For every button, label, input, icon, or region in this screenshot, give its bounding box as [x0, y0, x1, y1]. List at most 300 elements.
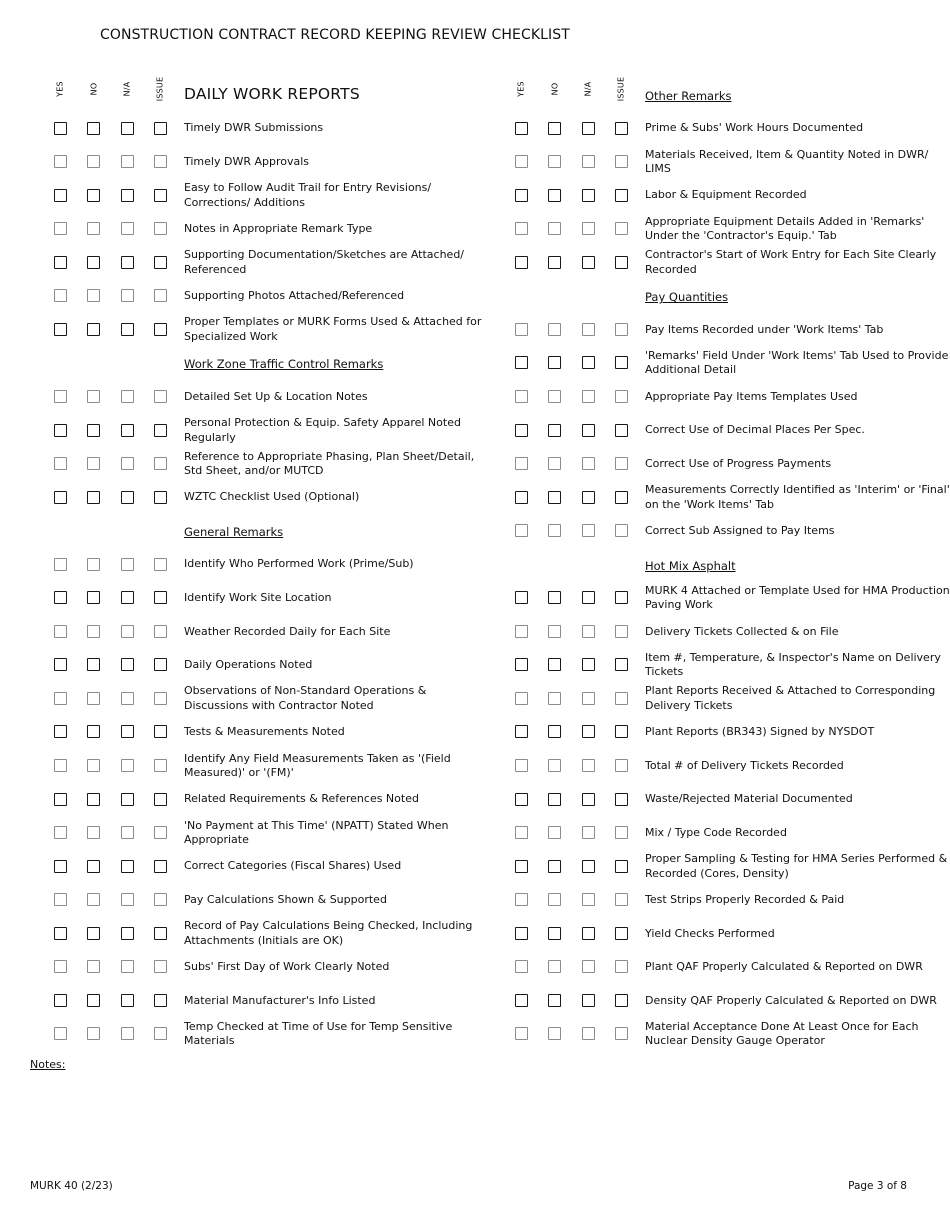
yes-checkbox[interactable]	[515, 491, 528, 504]
na-checkbox[interactable]	[121, 1027, 134, 1040]
na-checkbox[interactable]	[121, 491, 134, 504]
yes-checkbox[interactable]	[515, 122, 528, 135]
yes-checkbox[interactable]	[515, 692, 528, 705]
checklist-item-label: Proper Templates or MURK Forms Used & Attached for Specialized Work	[184, 315, 482, 343]
issue-checkbox[interactable]	[615, 960, 628, 973]
checklist-row	[0, 786, 475, 818]
checklist-row	[475, 651, 950, 683]
na-checkbox[interactable]	[582, 256, 595, 269]
issue-checkbox[interactable]	[615, 491, 628, 504]
na-checkbox[interactable]	[121, 860, 134, 873]
issue-checkbox[interactable]	[615, 591, 628, 604]
na-checkbox[interactable]	[582, 524, 595, 537]
issue-checkbox[interactable]	[615, 1027, 628, 1040]
checklist-item-label: Correct Categories (Fiscal Shares) Used	[184, 859, 402, 873]
yes-checkbox[interactable]	[54, 960, 67, 973]
no-checkbox[interactable]	[87, 457, 100, 470]
na-checkbox[interactable]	[582, 591, 595, 604]
yes-checkbox[interactable]	[54, 155, 67, 168]
section-heading-work-zone-traffic-control-remarks: Work Zone Traffic Control Remarks	[184, 357, 384, 372]
na-checkbox[interactable]	[121, 692, 134, 705]
na-checkbox[interactable]	[121, 725, 134, 738]
na-checkbox[interactable]	[582, 155, 595, 168]
issue-checkbox[interactable]	[154, 222, 167, 235]
issue-checkbox[interactable]	[154, 591, 167, 604]
no-checkbox[interactable]	[548, 424, 561, 437]
yes-checkbox[interactable]	[515, 1027, 528, 1040]
checklist-row	[0, 618, 475, 650]
checklist-item-label: Timely DWR Submissions	[184, 121, 324, 135]
na-checkbox[interactable]	[121, 793, 134, 806]
checklist-item-label: Delivery Tickets Collected & on File	[645, 624, 839, 638]
yes-checkbox[interactable]	[54, 994, 67, 1007]
checklist-row	[475, 953, 950, 985]
na-checkbox[interactable]	[121, 994, 134, 1007]
issue-checkbox[interactable]	[154, 759, 167, 772]
issue-checkbox[interactable]	[154, 122, 167, 135]
no-checkbox[interactable]	[548, 155, 561, 168]
checklist-row	[0, 584, 475, 616]
issue-checkbox[interactable]	[154, 927, 167, 940]
issue-checkbox[interactable]	[154, 860, 167, 873]
yes-checkbox[interactable]	[54, 222, 67, 235]
no-checkbox[interactable]	[548, 256, 561, 269]
na-checkbox[interactable]	[582, 759, 595, 772]
no-checkbox[interactable]	[548, 658, 561, 671]
checklist-row	[475, 987, 950, 1019]
issue-checkbox[interactable]	[615, 457, 628, 470]
issue-checkbox[interactable]	[154, 658, 167, 671]
checklist-row	[475, 718, 950, 750]
yes-checkbox[interactable]	[54, 491, 67, 504]
yes-checkbox[interactable]	[515, 927, 528, 940]
no-checkbox[interactable]	[87, 591, 100, 604]
no-checkbox[interactable]	[87, 658, 100, 671]
na-checkbox[interactable]	[582, 390, 595, 403]
na-checkbox[interactable]	[582, 625, 595, 638]
yes-checkbox[interactable]	[54, 759, 67, 772]
no-checkbox[interactable]	[87, 558, 100, 571]
yes-checkbox[interactable]	[515, 860, 528, 873]
no-checkbox[interactable]	[548, 390, 561, 403]
checklist-row	[475, 484, 950, 516]
checklist-item-label: Observations of Non-Standard Operations & Discussions with Contractor Noted	[184, 684, 427, 712]
checklist-row	[0, 182, 475, 214]
column-header-na: N/A	[122, 81, 132, 97]
issue-checkbox[interactable]	[154, 256, 167, 269]
page-title: CONSTRUCTION CONTRACT RECORD KEEPING REVIEW CHECKLIST	[100, 27, 570, 43]
checklist-item-label: Materials Received, Item & Quantity Noted in DWR/ LIMS	[645, 147, 929, 176]
na-checkbox[interactable]	[121, 927, 134, 940]
issue-checkbox[interactable]	[154, 826, 167, 839]
checklist-row	[475, 517, 950, 549]
checklist-row	[475, 886, 950, 918]
checklist-row	[0, 651, 475, 683]
issue-checkbox[interactable]	[615, 390, 628, 403]
na-checkbox[interactable]	[582, 860, 595, 873]
column-header-no: NO	[550, 82, 560, 96]
checklist-item-label: 'No Payment at This Time' (NPATT) Stated When Appropriate	[184, 818, 449, 847]
no-checkbox[interactable]	[87, 289, 100, 302]
yes-checkbox[interactable]	[54, 725, 67, 738]
checklist-item-label: Supporting Documentation/Sketches are Attached/ Referenced	[184, 248, 465, 276]
na-checkbox[interactable]	[121, 625, 134, 638]
na-checkbox[interactable]	[121, 390, 134, 403]
issue-checkbox[interactable]	[615, 927, 628, 940]
checklist-item-label: Test Strips Properly Recorded & Paid	[645, 892, 845, 906]
no-checkbox[interactable]	[548, 960, 561, 973]
issue-checkbox[interactable]	[154, 424, 167, 437]
yes-checkbox[interactable]	[54, 793, 67, 806]
no-checkbox[interactable]	[87, 424, 100, 437]
checklist-row	[0, 383, 475, 415]
na-checkbox[interactable]	[121, 591, 134, 604]
na-checkbox[interactable]	[121, 424, 134, 437]
checklist-item-label: Daily Operations Noted	[184, 658, 313, 672]
issue-checkbox[interactable]	[154, 390, 167, 403]
column-header-yes: YES	[55, 81, 65, 97]
na-checkbox[interactable]	[582, 356, 595, 369]
no-checkbox[interactable]	[87, 725, 100, 738]
yes-checkbox[interactable]	[54, 893, 67, 906]
checklist-item-label: Temp Checked at Time of Use for Temp Sensitive Materials	[184, 1019, 453, 1048]
no-checkbox[interactable]	[548, 356, 561, 369]
form-number: MURK 40 (2/23)	[30, 1180, 113, 1192]
yes-checkbox[interactable]	[515, 793, 528, 806]
column-header-no: NO	[89, 82, 99, 96]
no-checkbox[interactable]	[87, 692, 100, 705]
yes-checkbox[interactable]	[54, 122, 67, 135]
no-checkbox[interactable]	[87, 491, 100, 504]
checklist-row	[475, 249, 950, 281]
checklist-item-label: Related Requirements & References Noted	[184, 792, 419, 806]
no-checkbox[interactable]	[548, 725, 561, 738]
na-checkbox[interactable]	[121, 457, 134, 470]
checklist-item-label: Material Acceptance Done At Least Once for Each Nuclear Density Gauge Operator	[645, 1019, 919, 1048]
yes-checkbox[interactable]	[515, 725, 528, 738]
checklist-row	[475, 417, 950, 449]
no-checkbox[interactable]	[87, 893, 100, 906]
na-checkbox[interactable]	[121, 558, 134, 571]
column-header-issue: ISSUE	[155, 76, 165, 102]
na-checkbox[interactable]	[121, 960, 134, 973]
na-checkbox[interactable]	[582, 793, 595, 806]
checklist-row	[475, 819, 950, 851]
na-checkbox[interactable]	[582, 491, 595, 504]
yes-checkbox[interactable]	[515, 591, 528, 604]
no-checkbox[interactable]	[87, 390, 100, 403]
issue-checkbox[interactable]	[615, 625, 628, 638]
checklist-item-label: Reference to Appropriate Phasing, Plan Sheet/Detail, Std Sheet, and/or MUTCD	[184, 449, 475, 478]
na-checkbox[interactable]	[582, 927, 595, 940]
issue-checkbox[interactable]	[154, 1027, 167, 1040]
issue-checkbox[interactable]	[615, 826, 628, 839]
notes-label: Notes:	[30, 1058, 66, 1071]
na-checkbox[interactable]	[121, 155, 134, 168]
checklist-row	[475, 383, 950, 415]
yes-checkbox[interactable]	[515, 155, 528, 168]
no-checkbox[interactable]	[548, 625, 561, 638]
checklist-item-label: Personal Protection & Equip. Safety Apparel Noted Regularly	[184, 416, 461, 444]
issue-checkbox[interactable]	[615, 222, 628, 235]
no-checkbox[interactable]	[548, 323, 561, 336]
na-checkbox[interactable]	[121, 759, 134, 772]
no-checkbox[interactable]	[548, 860, 561, 873]
na-checkbox[interactable]	[582, 658, 595, 671]
issue-checkbox[interactable]	[154, 725, 167, 738]
checklist-item-label: Timely DWR Approvals	[184, 154, 310, 168]
no-checkbox[interactable]	[87, 222, 100, 235]
checklist-item-label: Yield Checks Performed	[645, 926, 775, 940]
checklist-item-label: Weather Recorded Daily for Each Site	[184, 624, 391, 638]
checklist-row	[475, 618, 950, 650]
checklist-row	[0, 551, 475, 583]
na-checkbox[interactable]	[121, 826, 134, 839]
na-checkbox[interactable]	[121, 122, 134, 135]
no-checkbox[interactable]	[548, 491, 561, 504]
checklist-item-label: Record of Pay Calculations Being Checked, Including Attachments (Initials are OK)	[184, 919, 473, 947]
checklist-item-label: Waste/Rejected Material Documented	[645, 792, 853, 806]
checklist-item-label: Correct Sub Assigned to Pay Items	[645, 523, 835, 537]
checklist-item-label: Plant Reports Received & Attached to Corresponding Delivery Tickets	[645, 684, 936, 712]
no-checkbox[interactable]	[548, 457, 561, 470]
issue-checkbox[interactable]	[154, 960, 167, 973]
no-checkbox[interactable]	[87, 927, 100, 940]
na-checkbox[interactable]	[582, 1027, 595, 1040]
issue-checkbox[interactable]	[615, 122, 628, 135]
checklist-row	[0, 417, 475, 449]
checklist-item-label: Notes in Appropriate Remark Type	[184, 221, 373, 235]
no-checkbox[interactable]	[548, 524, 561, 537]
yes-checkbox[interactable]	[515, 323, 528, 336]
checklist-row	[475, 1020, 950, 1052]
yes-checkbox[interactable]	[54, 625, 67, 638]
issue-checkbox[interactable]	[154, 457, 167, 470]
checklist-item-label: Appropriate Pay Items Templates Used	[645, 389, 858, 403]
yes-checkbox[interactable]	[54, 692, 67, 705]
na-checkbox[interactable]	[582, 994, 595, 1007]
no-checkbox[interactable]	[87, 189, 100, 202]
na-checkbox[interactable]	[582, 122, 595, 135]
checklist-row	[0, 148, 475, 180]
yes-checkbox[interactable]	[54, 591, 67, 604]
na-checkbox[interactable]	[582, 222, 595, 235]
issue-checkbox[interactable]	[615, 860, 628, 873]
yes-checkbox[interactable]	[515, 457, 528, 470]
checklist-row	[0, 282, 475, 314]
section-heading-pay-quantities: Pay Quantities	[645, 290, 729, 305]
yes-checkbox[interactable]	[54, 189, 67, 202]
no-checkbox[interactable]	[87, 960, 100, 973]
checklist-item-label: Detailed Set Up & Location Notes	[184, 389, 368, 403]
yes-checkbox[interactable]	[515, 658, 528, 671]
na-checkbox[interactable]	[121, 658, 134, 671]
yes-checkbox[interactable]	[54, 558, 67, 571]
na-checkbox[interactable]	[582, 725, 595, 738]
checklist-item-label: Mix / Type Code Recorded	[645, 825, 787, 839]
no-checkbox[interactable]	[548, 927, 561, 940]
checklist-row	[0, 1020, 475, 1052]
na-checkbox[interactable]	[121, 323, 134, 336]
no-checkbox[interactable]	[87, 759, 100, 772]
no-checkbox[interactable]	[87, 256, 100, 269]
checklist-row	[0, 819, 475, 851]
yes-checkbox[interactable]	[54, 289, 67, 302]
checklist-item-label: Correct Use of Decimal Places Per Spec.	[645, 423, 865, 437]
na-checkbox[interactable]	[582, 826, 595, 839]
issue-checkbox[interactable]	[615, 524, 628, 537]
issue-checkbox[interactable]	[154, 793, 167, 806]
issue-checkbox[interactable]	[615, 424, 628, 437]
checklist-item-label: Labor & Equipment Recorded	[645, 188, 807, 202]
no-checkbox[interactable]	[548, 793, 561, 806]
checklist-row	[0, 685, 475, 717]
issue-checkbox[interactable]	[615, 692, 628, 705]
no-checkbox[interactable]	[87, 860, 100, 873]
checklist-item-label: Pay Calculations Shown & Supported	[184, 892, 387, 906]
section-heading-daily-work-reports: DAILY WORK REPORTS	[184, 85, 360, 103]
issue-checkbox[interactable]	[154, 323, 167, 336]
issue-checkbox[interactable]	[615, 356, 628, 369]
yes-checkbox[interactable]	[54, 826, 67, 839]
checklist-item-label: Easy to Follow Audit Trail for Entry Revisions/ Corrections/ Additions	[184, 181, 432, 209]
issue-checkbox[interactable]	[154, 692, 167, 705]
na-checkbox[interactable]	[582, 457, 595, 470]
issue-checkbox[interactable]	[615, 893, 628, 906]
yes-checkbox[interactable]	[515, 759, 528, 772]
na-checkbox[interactable]	[121, 189, 134, 202]
checklist-item-label: Appropriate Equipment Details Added in 'Remarks' Under the 'Contractor's Equip.' Tab	[645, 214, 925, 243]
na-checkbox[interactable]	[121, 222, 134, 235]
no-checkbox[interactable]	[548, 692, 561, 705]
checklist-row	[475, 752, 950, 784]
checklist-row	[0, 215, 475, 247]
checklist-item-label: Item #, Temperature, & Inspector's Name on Delivery Tickets	[645, 650, 941, 679]
issue-checkbox[interactable]	[154, 893, 167, 906]
yes-checkbox[interactable]	[54, 256, 67, 269]
no-checkbox[interactable]	[548, 994, 561, 1007]
checklist-item-label: Correct Use of Progress Payments	[645, 456, 832, 470]
yes-checkbox[interactable]	[515, 524, 528, 537]
na-checkbox[interactable]	[582, 323, 595, 336]
section-heading-other-remarks: Other Remarks	[645, 89, 732, 103]
no-checkbox[interactable]	[548, 826, 561, 839]
na-checkbox[interactable]	[582, 692, 595, 705]
na-checkbox[interactable]	[582, 189, 595, 202]
no-checkbox[interactable]	[548, 893, 561, 906]
checklist-item-label: Pay Items Recorded under 'Work Items' Tab	[645, 322, 884, 336]
issue-checkbox[interactable]	[154, 289, 167, 302]
issue-checkbox[interactable]	[615, 793, 628, 806]
column-header-yes: YES	[516, 81, 526, 97]
yes-checkbox[interactable]	[515, 826, 528, 839]
yes-checkbox[interactable]	[54, 323, 67, 336]
checklist-row	[0, 484, 475, 516]
checklist-item-label: Tests & Measurements Noted	[184, 725, 345, 739]
issue-checkbox[interactable]	[154, 558, 167, 571]
issue-checkbox[interactable]	[154, 155, 167, 168]
issue-checkbox[interactable]	[154, 189, 167, 202]
no-checkbox[interactable]	[87, 155, 100, 168]
na-checkbox[interactable]	[121, 289, 134, 302]
checklist-row	[475, 182, 950, 214]
yes-checkbox[interactable]	[515, 893, 528, 906]
yes-checkbox[interactable]	[54, 424, 67, 437]
yes-checkbox[interactable]	[54, 457, 67, 470]
checklist-row	[0, 115, 475, 147]
no-checkbox[interactable]	[548, 122, 561, 135]
no-checkbox[interactable]	[87, 625, 100, 638]
checklist-row	[475, 685, 950, 717]
yes-checkbox[interactable]	[54, 390, 67, 403]
na-checkbox[interactable]	[121, 893, 134, 906]
issue-checkbox[interactable]	[615, 658, 628, 671]
no-checkbox[interactable]	[87, 1027, 100, 1040]
checklist-row	[475, 450, 950, 482]
yes-checkbox[interactable]	[515, 256, 528, 269]
issue-checkbox[interactable]	[615, 256, 628, 269]
issue-checkbox[interactable]	[615, 725, 628, 738]
checklist-row	[0, 920, 475, 952]
yes-checkbox[interactable]	[54, 1027, 67, 1040]
issue-checkbox[interactable]	[615, 155, 628, 168]
yes-checkbox[interactable]	[515, 189, 528, 202]
issue-checkbox[interactable]	[615, 759, 628, 772]
yes-checkbox[interactable]	[515, 222, 528, 235]
yes-checkbox[interactable]	[515, 960, 528, 973]
issue-checkbox[interactable]	[154, 625, 167, 638]
no-checkbox[interactable]	[87, 994, 100, 1007]
section-heading-general-remarks: General Remarks	[184, 525, 284, 540]
yes-checkbox[interactable]	[54, 658, 67, 671]
na-checkbox[interactable]	[582, 893, 595, 906]
checklist-row	[475, 920, 950, 952]
na-checkbox[interactable]	[582, 424, 595, 437]
no-checkbox[interactable]	[87, 826, 100, 839]
yes-checkbox[interactable]	[515, 625, 528, 638]
no-checkbox[interactable]	[548, 591, 561, 604]
no-checkbox[interactable]	[548, 222, 561, 235]
checklist-item-label: Identify Who Performed Work (Prime/Sub)	[184, 557, 414, 571]
issue-checkbox[interactable]	[615, 323, 628, 336]
no-checkbox[interactable]	[87, 793, 100, 806]
yes-checkbox[interactable]	[515, 994, 528, 1007]
checklist-row	[0, 886, 475, 918]
section-heading-hot-mix-asphalt: Hot Mix Asphalt	[645, 558, 736, 573]
issue-checkbox[interactable]	[615, 189, 628, 202]
no-checkbox[interactable]	[87, 122, 100, 135]
issue-checkbox[interactable]	[615, 994, 628, 1007]
yes-checkbox[interactable]	[515, 356, 528, 369]
na-checkbox[interactable]	[582, 960, 595, 973]
yes-checkbox[interactable]	[515, 390, 528, 403]
checklist-row	[475, 115, 950, 147]
checklist-item-label: Contractor's Start of Work Entry for Each Site Clearly Recorded	[645, 248, 937, 276]
yes-checkbox[interactable]	[515, 424, 528, 437]
issue-checkbox[interactable]	[154, 994, 167, 1007]
no-checkbox[interactable]	[87, 323, 100, 336]
yes-checkbox[interactable]	[54, 860, 67, 873]
no-checkbox[interactable]	[548, 1027, 561, 1040]
checklist-item-label: Supporting Photos Attached/Referenced	[184, 289, 405, 303]
checklist-row	[475, 786, 950, 818]
checklist-item-label: Plant Reports (BR343) Signed by NYSDOT	[645, 725, 875, 739]
no-checkbox[interactable]	[548, 189, 561, 202]
yes-checkbox[interactable]	[54, 927, 67, 940]
issue-checkbox[interactable]	[154, 491, 167, 504]
na-checkbox[interactable]	[121, 256, 134, 269]
no-checkbox[interactable]	[548, 759, 561, 772]
